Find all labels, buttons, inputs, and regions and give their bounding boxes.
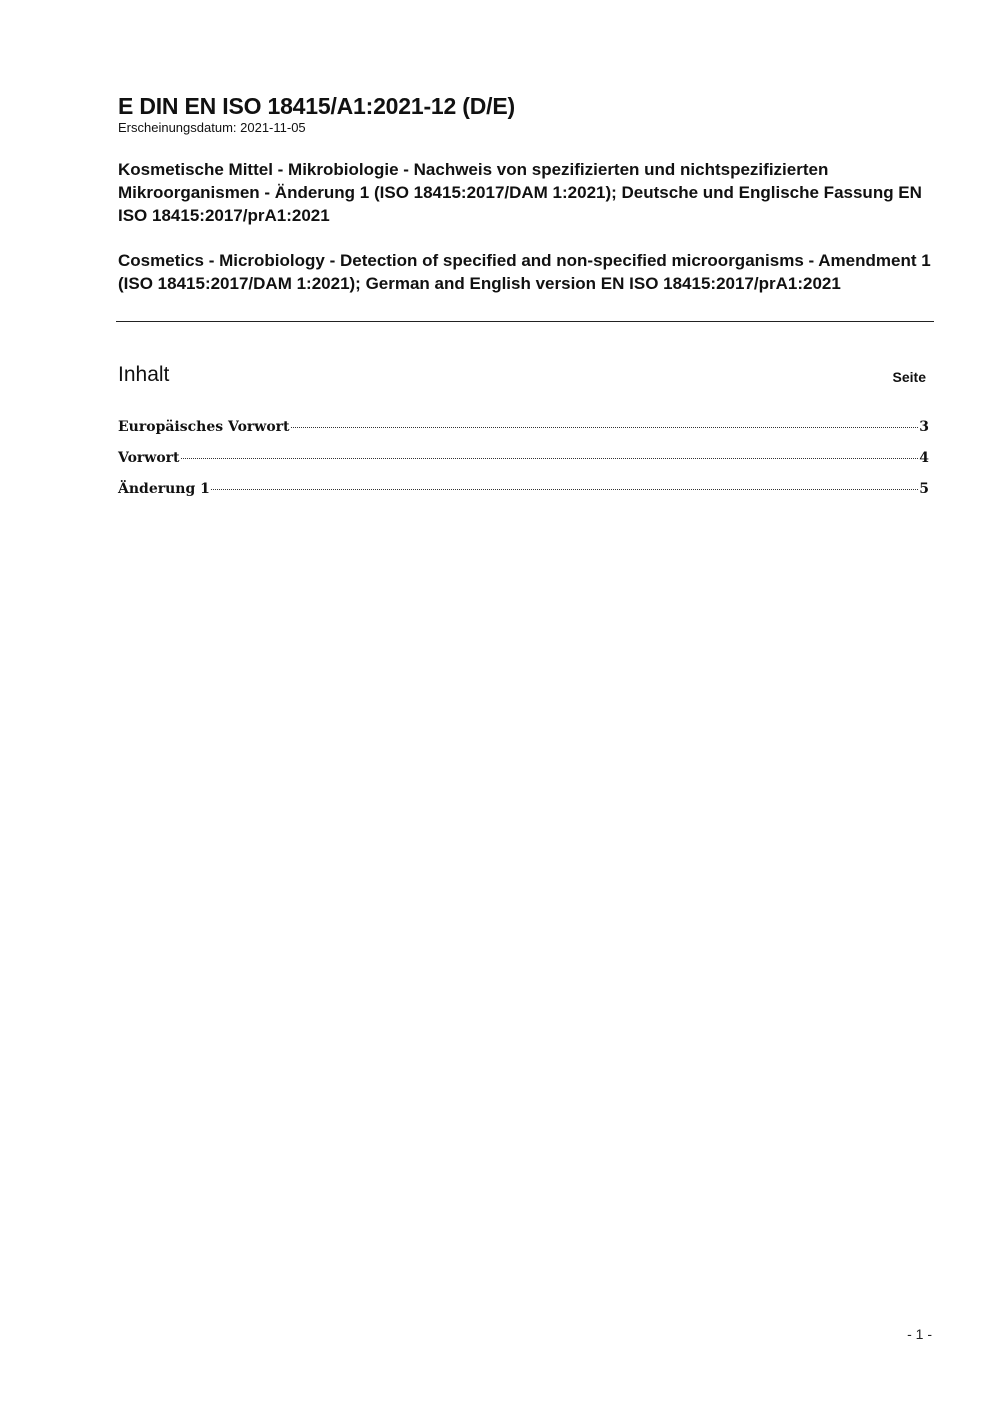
toc-dot-leader [181,458,919,459]
toc-entry-page: 3 [919,419,929,435]
toc-entry-page: 4 [919,450,929,466]
toc-entry-foreword[interactable] [118,449,929,480]
header-divider [116,321,934,322]
table-of-contents [118,418,929,511]
toc-entry-label: Europäisches Vorwort [118,419,290,435]
document-header [118,92,934,295]
toc-entry-label: Vorwort [118,450,180,466]
toc-page-label: Seite [892,369,926,385]
toc-title: Inhalt [118,363,170,386]
toc-entry-amendment-1[interactable] [118,480,929,511]
english-title: Cosmetics - Microbiology - Detection of specified and non-specified microorganisms - Amendment 1 (ISO 18415:2017/DAM 1:2021); German and English version EN ISO 18415:2017/prA1:2021 [118,251,931,293]
page-number: - 1 - [907,1326,932,1342]
publication-date: Erscheinungsdatum: 2021-11-05 [118,120,306,135]
document-id: E DIN EN ISO 18415/A1:2021-12 (D/E) [118,93,515,119]
toc-entry-european-foreword[interactable] [118,418,929,449]
toc-dot-leader [291,427,919,428]
toc-entry-label: Änderung 1 [118,481,210,497]
toc-entry-page: 5 [919,481,929,497]
toc-heading [118,362,926,390]
german-title: Kosmetische Mittel - Mikrobiologie - Nachweis von spezifizierten und nichtspezifizierten Mikroorganismen - Änderung 1 (ISO 18415:2017/DAM 1:2021); Deutsche und Englische Fassung EN ISO 18415:2017/prA1:2021 [118,160,922,225]
toc-dot-leader [211,489,918,490]
